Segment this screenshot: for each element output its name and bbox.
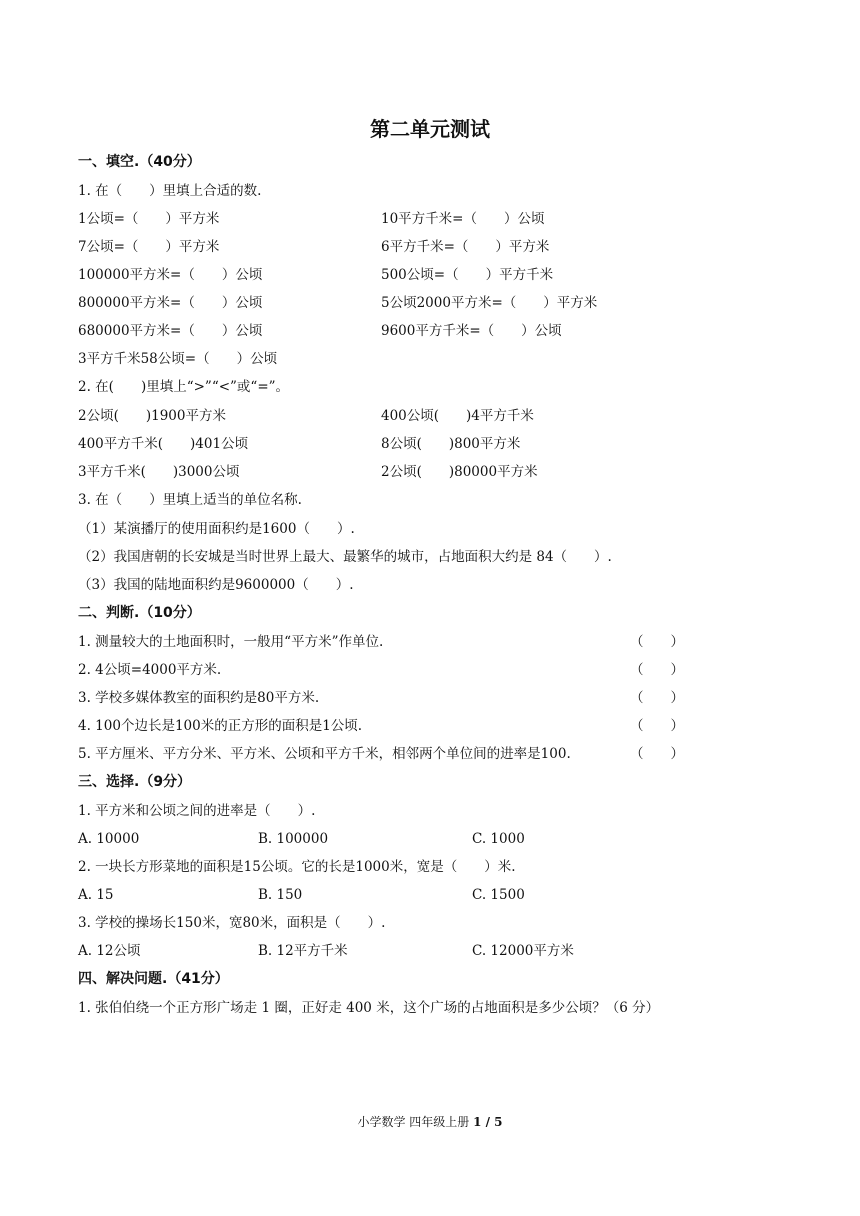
choice-question: 1. 平方米和公顷之间的进率是（ ）. [78,803,316,819]
section-2-heading: 二、判断.（10分） [78,605,201,621]
judge-blank: （ ） [630,718,684,734]
choice-question: 3. 学校的操场长150米，宽80米，面积是（ ）. [78,915,386,931]
judge-blank: （ ） [630,690,684,706]
judge-blank: （ ） [630,746,684,762]
judge-item: 1. 测量较大的土地面积时，一般用“平方米”作单位. [78,634,384,650]
fill-item: 800000平方米=（ ）公顷 [78,295,263,311]
section-3-heading: 三、选择.（9分） [78,774,192,790]
judge-item: 5. 平方厘米、平方分米、平方米、公顷和平方千米，相邻两个单位间的进率是100. [78,746,571,762]
page-title: 第二单元测试 [370,117,490,141]
judge-blank: （ ） [630,634,684,650]
section-1-heading: 一、填空.（40分） [78,154,201,170]
option-b: B. 150 [258,887,303,903]
fill-item: 1公顷=（ ）平方米 [78,211,220,227]
compare-item: 3平方千米( )3000公顷 [78,464,240,480]
option-c: C. 1000 [472,831,525,847]
fill-item: 100000平方米=（ ）公顷 [78,267,263,283]
page-number: 1 / 5 [473,1115,503,1129]
fill-item: 6平方千米=（ ）平方米 [381,239,550,255]
unit-item: （3）我国的陆地面积约是9600000（ ）. [78,577,354,593]
compare-item: 2公顷( )1900平方米 [78,408,226,424]
problem-1: 1. 张伯伯绕一个正方形广场走 1 圈，正好走 400 米，这个广场的占地面积是多少公顷？（6 分） [78,1000,660,1016]
page-footer [0,1113,860,1130]
fill-item: 9600平方千米=（ ）公顷 [381,323,562,339]
judge-item: 3. 学校多媒体教室的面积约是80平方米. [78,690,320,706]
question-1-1: 1. 在（ ）里填上合适的数. [78,183,262,199]
compare-item: 400公顷( )4平方千米 [381,408,534,424]
fill-item: 680000平方米=（ ）公顷 [78,323,263,339]
unit-item: （1）某演播厅的使用面积约是1600（ ）. [78,521,355,537]
compare-item: 8公顷( )800平方米 [381,436,521,452]
option-a: A. 15 [78,887,114,903]
option-c: C. 12000平方米 [472,943,574,959]
option-a: A. 10000 [78,831,140,847]
choice-question: 2. 一块长方形菜地的面积是15公顷。它的长是1000米，宽是（ ）米. [78,859,516,875]
option-c: C. 1500 [472,887,525,903]
fill-item: 7公顷=（ ）平方米 [78,239,220,255]
unit-item: （2）我国唐朝的长安城是当时世界上最大、最繁华的城市，占地面积大约是 84（ ）. [78,549,612,565]
footer-text: 小学数学 四年级上册 [357,1115,474,1129]
section-4-heading: 四、解决问题.（41分） [78,971,229,987]
option-b: B. 12平方千米 [258,943,348,959]
fill-item: 3平方千米58公顷=（ ）公顷 [78,351,278,367]
fill-item: 500公顷=（ ）平方千米 [381,267,554,283]
judge-item: 2. 4公顷=4000平方米. [78,662,222,678]
compare-item: 2公顷( )80000平方米 [381,464,538,480]
option-b: B. 100000 [258,831,329,847]
question-1-2: 2. 在( )里填上“>”“<”或“=”。 [78,379,290,395]
fill-item: 10平方千米=（ ）公顷 [381,211,545,227]
compare-item: 400平方千米( )401公顷 [78,436,249,452]
fill-item: 5公顷2000平方米=（ ）平方米 [381,295,598,311]
question-1-3: 3. 在（ ）里填上适当的单位名称. [78,492,302,508]
judge-item: 4. 100个边长是100米的正方形的面积是1公顷. [78,718,363,734]
option-a: A. 12公顷 [78,943,141,959]
judge-blank: （ ） [630,662,684,678]
